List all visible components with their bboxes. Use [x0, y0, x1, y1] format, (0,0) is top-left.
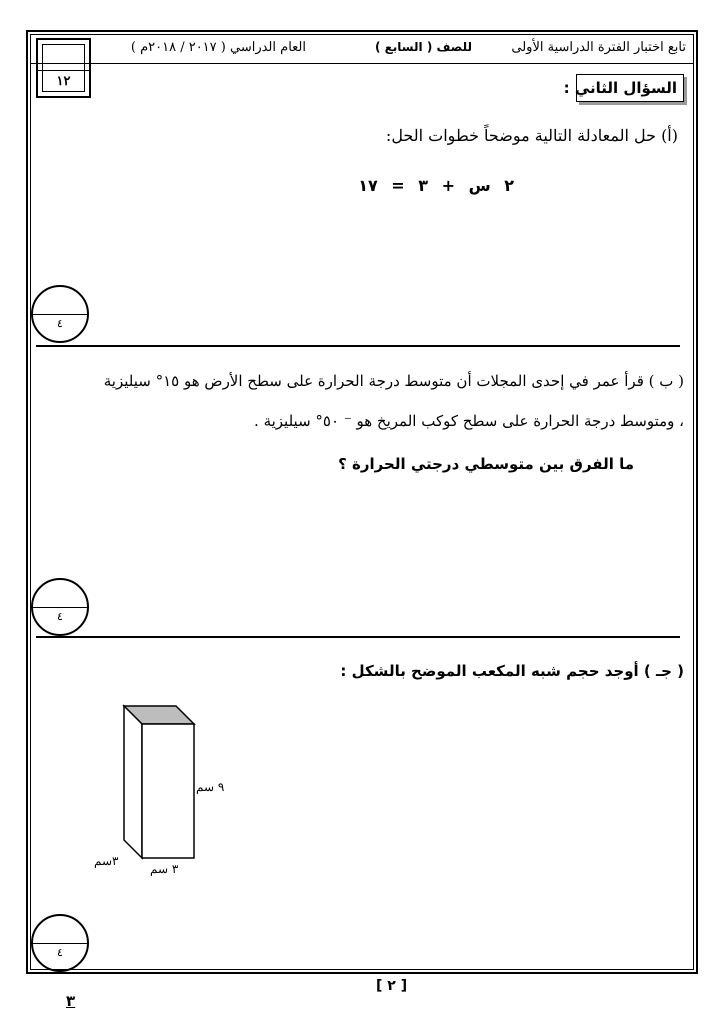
cuboid-depth-label: ٣سم [94, 854, 119, 868]
part-c-score: ٤ [57, 946, 63, 959]
part-c-prompt: ( جـ ) أوجد حجم شبه المكعب الموضح بالشكل : [340, 662, 684, 680]
cuboid-side-face [124, 706, 142, 858]
part-a-prompt: (أ) حل المعادلة التالية موضحاً خطوات الحل: [385, 126, 678, 145]
cuboid-width-label: ٣ سم [150, 862, 179, 876]
exam-title: تابع اختبار الفترة الدراسية الأولى [511, 40, 686, 55]
separator-1 [36, 345, 680, 347]
grade-label: للصف ( السابع ) [374, 40, 472, 54]
part-b-score-circle [31, 578, 89, 636]
academic-year: العام الدراسي ( ٢٠١٧ / ٢٠١٨م ) [130, 40, 306, 55]
separator-2 [36, 636, 680, 638]
total-score-box [36, 38, 91, 98]
part-c-score-circle [31, 914, 89, 972]
part-a-score: ٤ [57, 317, 63, 330]
question-title-box [563, 74, 684, 102]
header-divider [30, 63, 694, 64]
part-a-score-circle [31, 285, 89, 343]
part-b-question: ما الفرق بين متوسطي درجتي الحرارة ؟ [338, 455, 634, 473]
question-title: السؤال الثاني : [563, 79, 677, 97]
page-marker: [ ٢ ] [376, 978, 408, 994]
part-b-score: ٤ [57, 610, 63, 623]
cuboid-front-face [142, 724, 194, 858]
part-b-line1: ( ب ) قرأ عمر في إحدى المجلات أن متوسط درجة الحرارة على سطح الأرض هو ١٥° سيليزية [103, 372, 684, 390]
sheet-number: ٣ [66, 992, 76, 1010]
part-b-line2: ، ومتوسط درجة الحرارة على سطح كوكب المريخ هو ⁻ ٥٠° سيليزية . [254, 412, 684, 430]
total-score-value: ١٢ [56, 74, 71, 89]
part-a-equation: ٢ س + ٣ = ١٧ [358, 176, 514, 195]
cuboid-height-label: ٩ سم [196, 780, 225, 794]
cuboid-figure [110, 700, 260, 880]
